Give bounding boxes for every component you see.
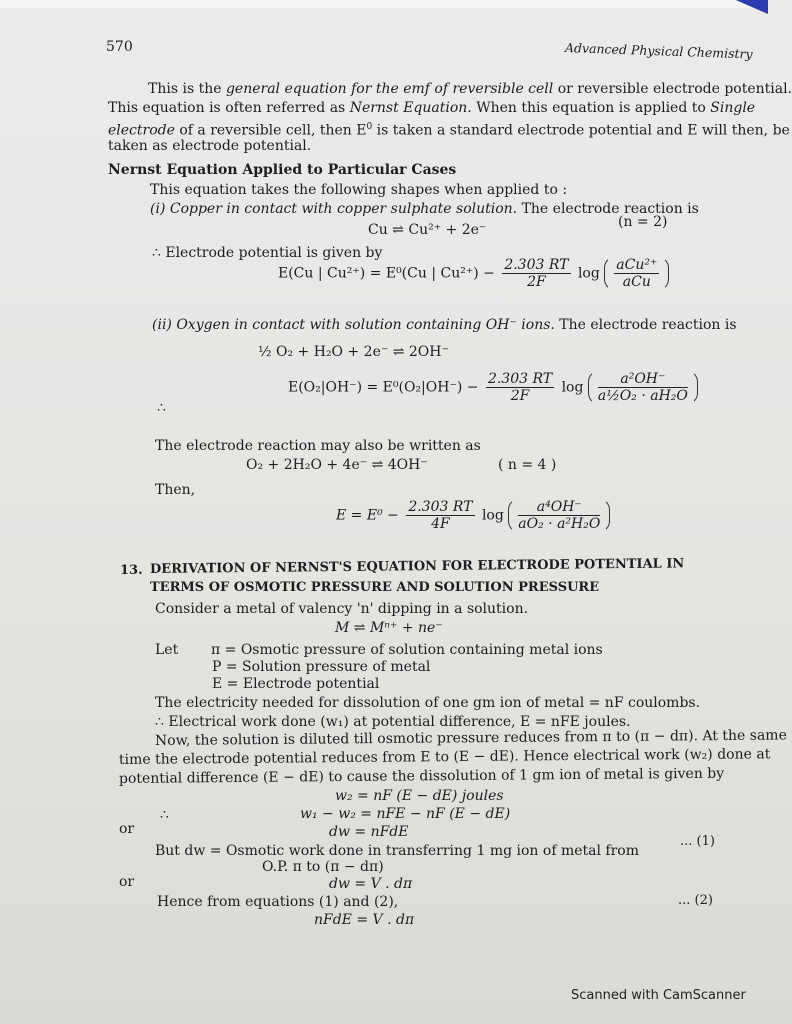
eq-lhs: E = E⁰ − bbox=[336, 507, 399, 524]
log-argument bbox=[508, 498, 610, 533]
n-value-1: (n = 2) bbox=[618, 214, 668, 230]
denominator: aCu bbox=[622, 274, 651, 290]
page-top-edge bbox=[0, 0, 768, 8]
text: This equation is often referred as bbox=[108, 100, 350, 116]
equation-number-2: ... (2) bbox=[678, 893, 713, 908]
text: When this equation is applied to bbox=[471, 100, 711, 116]
equation-2 bbox=[288, 370, 698, 405]
denominator: aO₂ · a²H₂O bbox=[518, 516, 601, 532]
paragraph-2: ∴ Electrical work done (w₁) at potential difference, E = nFE joules. bbox=[155, 714, 631, 730]
reaction-1: Cu ⇌ Cu²⁺ + 2e⁻ bbox=[368, 222, 487, 238]
text: or reversible electrode potential. bbox=[553, 81, 792, 97]
equation-number-1: ... (1) bbox=[680, 834, 715, 849]
log-argument bbox=[588, 370, 698, 405]
eq-lhs: E(Cu | Cu²⁺) = E⁰(Cu | Cu²⁺) − bbox=[278, 265, 495, 282]
paragraph-8: Hence from equations (1) and (2), bbox=[157, 894, 399, 910]
log-text: log bbox=[481, 507, 504, 524]
paragraph-6: But dw = Osmotic work done in transferring 1 mg ion of metal from bbox=[155, 843, 639, 859]
text: (i) Copper in contact with copper sulphate solution. bbox=[150, 201, 518, 217]
log-text: log bbox=[577, 265, 600, 282]
potential-given: ∴ Electrode potential is given by bbox=[152, 245, 383, 261]
fraction bbox=[598, 371, 688, 404]
text: of a reversible cell, then E bbox=[174, 122, 367, 139]
text: The electrode reaction is bbox=[517, 201, 699, 217]
case-2 bbox=[152, 316, 737, 334]
text: The electrode reaction is bbox=[554, 317, 737, 333]
paragraph-4: time the electrode potential reduces from E to (E − dE). Hence electrical work (w₂) done at bbox=[118, 746, 771, 768]
text: is taken a standard electrode potential and E will then, be bbox=[372, 122, 790, 139]
paragraph-3: Now, the solution is diluted till osmotic pressure reduces from π to (π − dπ). At the same bbox=[154, 727, 787, 749]
numerator: a⁴OH⁻ bbox=[518, 499, 600, 516]
numerator: 2.303 RT bbox=[408, 499, 473, 515]
metal-reaction: M ⇌ Mⁿ⁺ + ne⁻ bbox=[335, 620, 443, 636]
section-heading: Nernst Equation Applied to Particular Cases bbox=[108, 162, 457, 178]
equation-3 bbox=[336, 498, 610, 533]
denominator: 4F bbox=[431, 516, 450, 532]
fraction bbox=[486, 371, 554, 404]
running-title: Advanced Physical Chemistry bbox=[564, 40, 753, 62]
lead-text: This equation takes the following shapes when applied to : bbox=[150, 182, 568, 198]
paragraph-5: potential difference (E − dE) to cause the dissolution of 1 gm ion of metal is given by bbox=[118, 765, 725, 787]
numerator: a²OH⁻ bbox=[598, 371, 688, 388]
log-text: log bbox=[561, 379, 584, 396]
text: general equation for the emf of reversible cell bbox=[225, 81, 554, 97]
page-number: 570 bbox=[106, 39, 133, 55]
section-13-heading-1: DERIVATION OF NERNST'S EQUATION FOR ELECTRODE POTENTIAL IN bbox=[149, 556, 685, 577]
reaction-3: O₂ + 2H₂O + 4e⁻ ⇌ 4OH⁻ bbox=[246, 457, 428, 473]
section-13-number: 13. bbox=[120, 563, 143, 578]
text: Nernst Equation. bbox=[349, 100, 472, 116]
therefore-symbol: ∴ bbox=[157, 400, 166, 416]
reaction-2: ½ O₂ + H₂O + 2e⁻ ⇌ 2OH⁻ bbox=[258, 344, 449, 360]
equation-1 bbox=[278, 256, 669, 291]
log-argument bbox=[604, 256, 669, 291]
text: This is the bbox=[148, 81, 226, 97]
definition-pi: π = Osmotic pressure of solution containing metal ions bbox=[211, 642, 603, 658]
equation-dw-1: dw = nFdE bbox=[329, 824, 409, 840]
therefore-symbol-2: ∴ bbox=[160, 807, 169, 823]
n-value-3: ( n = 4 ) bbox=[498, 457, 557, 473]
eq-lhs: E(O₂|OH⁻) = E⁰(O₂|OH⁻) − bbox=[288, 379, 479, 396]
numerator: 2.303 RT bbox=[504, 257, 569, 273]
let-text: Let bbox=[155, 642, 179, 658]
denominator: 2F bbox=[527, 274, 546, 290]
definition-p: P = Solution pressure of metal bbox=[212, 659, 431, 675]
intro-line-1 bbox=[148, 80, 792, 98]
text: Single bbox=[710, 100, 756, 116]
equation-dw-2: dw = V . dπ bbox=[329, 876, 413, 892]
definition-e: E = Electrode potential bbox=[212, 676, 380, 692]
numerator: aCu²⁺ bbox=[616, 257, 658, 273]
equation-w2: w₂ = nF (E − dE) joules bbox=[335, 788, 504, 804]
equation-final: nFdE = V . dπ bbox=[314, 912, 415, 928]
paragraph-1: The electricity needed for dissolution of one gm ion of metal = nF coulombs. bbox=[155, 695, 701, 711]
equation-w1-w2: w₁ − w₂ = nFE − nF (E − dE) bbox=[300, 806, 511, 822]
or-text-1: or bbox=[119, 821, 135, 837]
fraction bbox=[518, 499, 600, 532]
intro-line-4: taken as electrode potential. bbox=[108, 138, 312, 154]
then-text: Then, bbox=[155, 482, 196, 498]
or-text-2: or bbox=[119, 874, 135, 890]
case-1 bbox=[150, 200, 699, 218]
intro-line-2 bbox=[108, 99, 755, 117]
numerator: 2.303 RT bbox=[487, 371, 553, 387]
section-13-heading-2: TERMS OF OSMOTIC PRESSURE AND SOLUTION PRESSURE bbox=[150, 580, 600, 595]
consider-text: Consider a metal of valency 'n' dipping in a solution. bbox=[155, 601, 529, 617]
fraction bbox=[614, 257, 659, 290]
scanner-watermark: Scanned with CamScanner bbox=[571, 988, 746, 1003]
paragraph-7: O.P. π to (π − dπ) bbox=[262, 859, 384, 875]
denominator: a½O₂ · aH₂O bbox=[597, 388, 688, 404]
fraction bbox=[406, 499, 474, 532]
alt-reaction-text: The electrode reaction may also be written as bbox=[155, 438, 481, 454]
fraction bbox=[502, 257, 570, 290]
text: electrode bbox=[108, 122, 175, 139]
denominator: 2F bbox=[510, 388, 530, 404]
text: (ii) Oxygen in contact with solution containing OH⁻ ions. bbox=[152, 317, 555, 333]
text: 0 bbox=[366, 122, 373, 132]
